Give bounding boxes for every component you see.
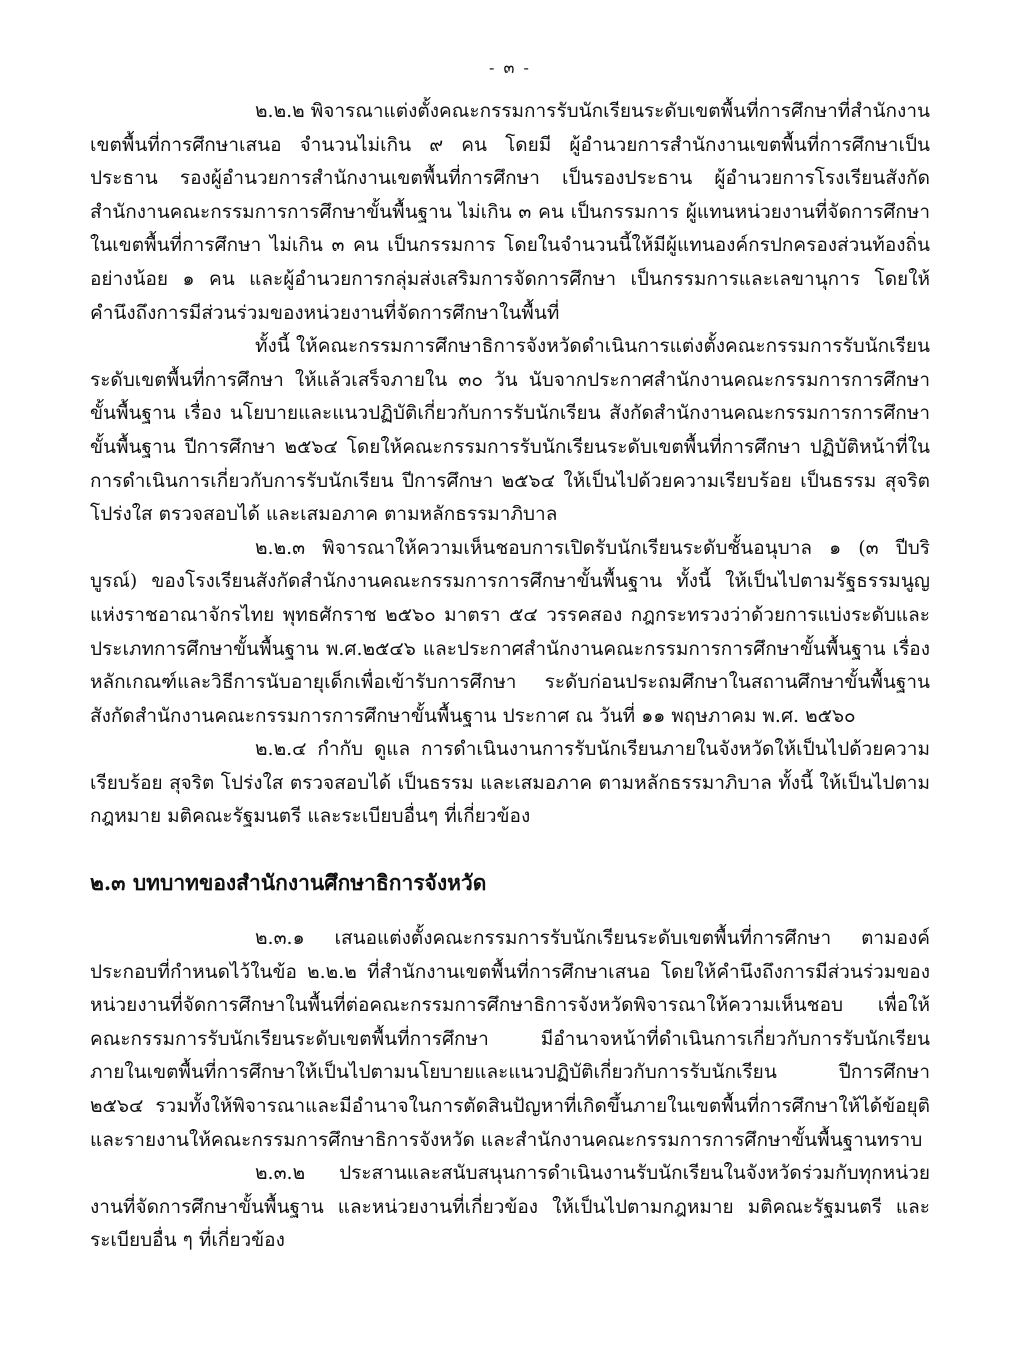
page-number: - ๓ - <box>489 58 531 77</box>
paragraph-appointment-deadline: ทั้งนี้ ให้คณะกรรมการศึกษาธิการจังหวัดดำเนินการแต่งตั้งคณะกรรมการรับนักเรียนระดับเขตพื้นที่การศึกษา ให้แล้วเสร็จภายใน ๓๐ วัน นับจากประกาศสำนักงานคณะกรรมการการศึกษาขั้นพื้นฐาน เรื่อง นโยบายและแนวปฏิบัติเกี่ยวกับการรับนักเรียน สังกัดสำนักงานคณะกรรมการการศึกษาขั้นพื้นฐาน ปีการศึกษา ๒๕๖๔ โดยให้คณะกรรมการรับนักเรียนระดับเขตพื้นที่การศึกษา ปฏิบัติหน้าที่ในการดำเนินการเกี่ยวกับการรับนักเรียน ปีการศึกษา ๒๕๖๔ ให้เป็นไปด้วยความเรียบร้อย เป็นธรรม สุจริต โปร่งใส ตรวจสอบได้ และเสมอภาค ตามหลักธรรมาภิบาล <box>90 335 930 526</box>
paragraph-2-3-1: ๒.๓.๑ เสนอแต่งตั้งคณะกรรมการรับนักเรียนระดับเขตพื้นที่การศึกษา ตามองค์ประกอบที่กำหนดไว้ในข้อ ๒.๒.๒ ที่สำนักงานเขตพื้นที่การศึกษาเสนอ โดยให้คำนึงถึงการมีส่วนร่วมของหน่วยงานที่จัดการศึกษาในพื้นที่ต่อคณะกรรมการศึกษาธิการจังหวัดพิจารณาให้ความเห็นชอบ เพื่อให้คณะกรรมการรับนักเรียนระดับเขตพื้นที่การศึกษา มีอำนาจหน้าที่ดำเนินการเกี่ยวกับการรับนักเรียนภายในเขตพื้นที่การศึกษาให้เป็นไปตามนโยบายและแนวปฏิบัติเกี่ยวกับการรับนักเรียน ปีการศึกษา ๒๕๖๔ รวมทั้งให้พิจารณาและมีอำนาจในการตัดสินปัญหาที่เกิดขึ้นภายในเขตพื้นที่การศึกษาให้ได้ข้อยุติ และรายงานให้คณะกรรมการศึกษาธิการจังหวัด และสำนักงานคณะกรรมการการศึกษาขั้นพื้นฐานทราบ <box>90 927 930 1151</box>
paragraph-2-2-4: ๒.๒.๔ กำกับ ดูแล การดำเนินงานการรับนักเรียนภายในจังหวัดให้เป็นไปด้วยความเรียบร้อย สุจริต โปร่งใส ตรวจสอบได้ เป็นธรรม และเสมอภาค ตามหลักธรรมาภิบาล ทั้งนี้ ให้เป็นไปตามกฎหมาย มติคณะรัฐมนตรี และระเบียบอื่นๆ ที่เกี่ยวข้อง <box>90 738 930 828</box>
paragraph-2-3-2: ๒.๓.๒ ประสานและสนับสนุนการดำเนินงานรับนักเรียนในจังหวัดร่วมกับทุกหน่วยงานที่จัดการศึกษาขั้นพื้นฐาน และหน่วยงานที่เกี่ยวข้อง ให้เป็นไปตามกฎหมาย มติคณะรัฐมนตรี และระเบียบอื่น ๆ ที่เกี่ยวข้อง <box>90 1162 930 1252</box>
paragraph-2-2-3: ๒.๒.๓ พิจารณาให้ความเห็นชอบการเปิดรับนักเรียนระดับชั้นอนุบาล ๑ (๓ ปีบริบูรณ์) ของโรงเรียนสังกัดสำนักงานคณะกรรมการการศึกษาขั้นพื้นฐาน ทั้งนี้ ให้เป็นไปตามรัฐธรรมนูญแห่งราชอาณาจักรไทย พุทธศักราช ๒๕๖๐ มาตรา ๕๔ วรรคสอง กฎกระทรวงว่าด้วยการแบ่งระดับและประเภทการศึกษาขั้นพื้นฐาน พ.ศ.๒๕๔๖ และประกาศสำนักงานคณะกรรมการการศึกษาขั้นพื้นฐาน เรื่อง หลักเกณฑ์และวิธีการนับอายุเด็กเพื่อเข้ารับการศึกษา ระดับก่อนประถมศึกษาในสถานศึกษาขั้นพื้นฐาน สังกัดสำนักงานคณะกรรมการการศึกษาขั้นพื้นฐาน ประกาศ ณ วันที่ ๑๑ พฤษภาคม พ.ศ. ๒๕๖๐ <box>90 536 930 727</box>
paragraph-2-2-2: ๒.๒.๒ พิจารณาแต่งตั้งคณะกรรมการรับนักเรียนระดับเขตพื้นที่การศึกษาที่สำนักงานเขตพื้นที่การศึกษาเสนอ จำนวนไม่เกิน ๙ คน โดยมี ผู้อำนวยการสำนักงานเขตพื้นที่การศึกษาเป็นประธาน รองผู้อำนวยการสำนักงานเขตพื้นที่การศึกษา เป็นรองประธาน ผู้อำนวยการโรงเรียนสังกัดสำนักงานคณะกรรมการการศึกษาขั้นพื้นฐาน ไม่เกิน ๓ คน เป็นกรรมการ ผู้แทนหน่วยงานที่จัดการศึกษาในเขตพื้นที่การศึกษา ไม่เกิน ๓ คน เป็นกรรมการ โดยในจำนวนนี้ให้มีผู้แทนองค์กรปกครองส่วนท้องถิ่น อย่างน้อย ๑ คน และผู้อำนวยการกลุ่มส่งเสริมการจัดการศึกษา เป็นกรรมการและเลขานุการ โดยให้คำนึงถึงการมีส่วนร่วมของหน่วยงานที่จัดการศึกษาในพื้นที่ <box>90 100 930 324</box>
section-heading-2-3: ๒.๓ บทบาทของสำนักงานศึกษาธิการจังหวัด <box>90 870 487 896</box>
